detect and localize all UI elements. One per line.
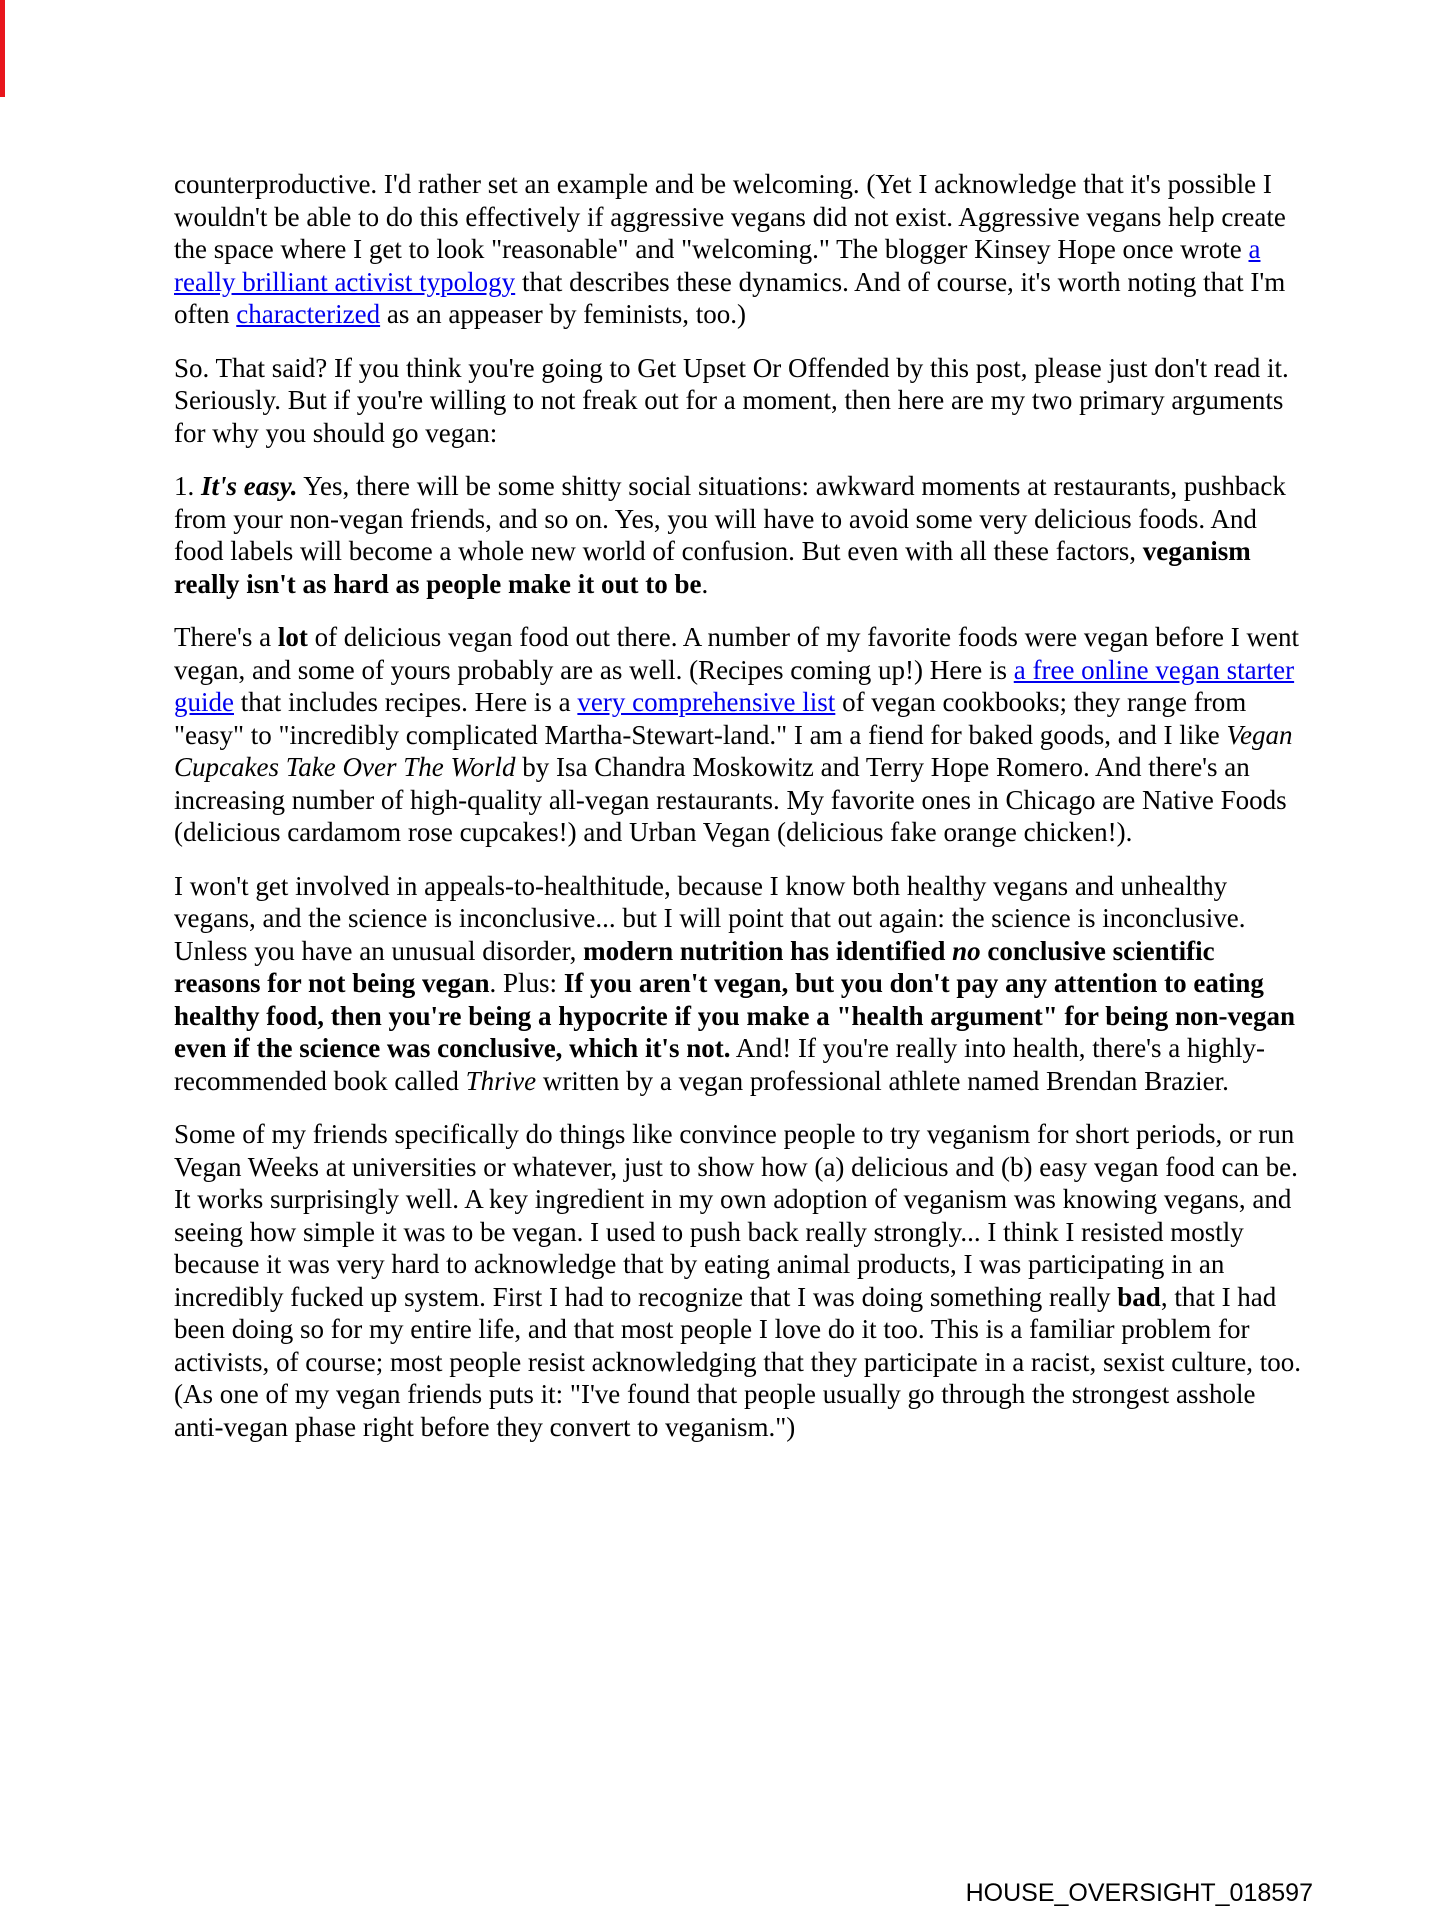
text-run: as an appeaser by feminists, too.)	[380, 299, 747, 329]
paragraph	[174, 870, 1306, 1098]
text-run: that describes these dynamics. And of course, it's worth noting that I'm often	[174, 266, 1286, 329]
text-run: written by a vegan professional athlete named Brendan Brazier.	[536, 1065, 1229, 1096]
bates-number: HOUSE_OVERSIGHT_018597	[965, 1879, 1313, 1907]
paragraph	[174, 470, 1306, 600]
text-run: lot	[277, 622, 308, 652]
text-run: of vegan cookbooks; they range from "easy" to "incredibly complicated Martha-Stewart-land." I am a fiend for baked goods, and I like	[174, 687, 1247, 750]
text-run: of delicious vegan food out there. A number of my favorite foods were vegan before I went vegan, and some of yours probably are as well. (Recipes coming up!) Here is	[174, 622, 1299, 685]
text-run: veganism really isn't as hard as people make it out to be	[174, 536, 1251, 599]
text-run: .	[701, 568, 709, 599]
hyperlink[interactable]: very comprehensive list	[577, 687, 836, 717]
text-run: There's a	[174, 622, 278, 652]
text-run: And! If you're really into health, there's a highly-recommended book called	[174, 1033, 1266, 1096]
paragraph	[174, 168, 1306, 331]
paragraph	[174, 352, 1306, 450]
text-run: Vegan Cupcakes Take Over The World	[174, 719, 1293, 782]
text-run: conclusive scientific reasons for not being vegan	[174, 935, 1215, 998]
hyperlink[interactable]: characterized	[236, 299, 381, 329]
text-run: 1.	[174, 471, 201, 501]
text-run: , that I had been doing so for my entire life, and that most people I love do it too. This is a familiar problem for activists, of course; most people resist acknowledging that they participate in a racist, sexist culture, too. (As one of my vegan friends puts it: "I've found that people usually go through the strongest asshole anti-vegan phase right before they convert to veganism.")	[174, 1281, 1301, 1442]
article-body	[174, 168, 1306, 1464]
text-run: no	[952, 935, 981, 966]
paragraph	[174, 1118, 1306, 1443]
text-run: Yes, there will be some shitty social situations: awkward moments at restaurants, pushback from your non-vegan friends, and so on. Yes, you will have to avoid some very delicious foods. And food labels will become a whole new world of confusion. But even with all these factors,	[174, 471, 1286, 566]
page-edge-red-mark	[0, 0, 5, 97]
text-run: by Isa Chandra Moskowitz and Terry Hope Romero. And there's an increasing number of high-quality all-vegan restaurants. My favorite ones in Chicago are Native Foods (delicious cardamom rose cupcakes!) and Urban Vegan (delicious fake orange chicken!).	[174, 752, 1287, 847]
text-run: Some of my friends specifically do things like convince people to try veganism for short periods, or run Vegan Weeks at universities or whatever, just to show how (a) delicious and (b) easy vegan food can be. It works surprisingly well. A key ingredient in my own adoption of veganism was knowing vegans, and seeing how simple it was to be vegan. I used to push back really strongly... I think I resisted mostly because it was very hard to acknowledge that by eating animal products, I was participating in an incredibly fucked up system. First I had to recognize that I was doing something really	[174, 1119, 1298, 1312]
text-run: Thrive	[465, 1065, 537, 1096]
text-run: I won't get involved in appeals-to-healthitude, because I know both healthy vegans and unhealthy vegans, and the science is inconclusive... but I will point that out again: the science is inconclusive. Unless you have an unusual disorder,	[174, 870, 1246, 966]
text-run: It's easy.	[201, 471, 298, 501]
hyperlink[interactable]: a really brilliant activist typology	[174, 234, 1261, 297]
text-run: counterproductive. I'd rather set an example and be welcoming. (Yet I acknowledge that it's possible I wouldn't be able to do this effectively if aggressive vegans did not exist. Aggressive vegans help create the space where I get to look "reasonable" and "welcoming." The blogger Kinsey Hope once wrote	[174, 169, 1286, 264]
hyperlink[interactable]: a free online vegan starter guide	[174, 654, 1295, 717]
text-run: modern nutrition has identified	[583, 935, 953, 966]
text-run: If you aren't vegan, but you don't pay any attention to eating healthy food, then you're being a hypocrite if you make a "health argument" for being non-vegan even if the science was conclusive, which it's not.	[174, 968, 1296, 1063]
text-run: that includes recipes. Here is a	[234, 687, 578, 717]
text-run: So. That said? If you think you're going to Get Upset Or Offended by this post, please just don't read it. Seriously. But if you're willing to not freak out for a moment, then here are my two primary arguments for why you should go vegan:	[174, 352, 1289, 448]
paragraph	[174, 621, 1306, 849]
text-run: . Plus:	[489, 968, 564, 998]
text-run: bad	[1117, 1281, 1161, 1312]
